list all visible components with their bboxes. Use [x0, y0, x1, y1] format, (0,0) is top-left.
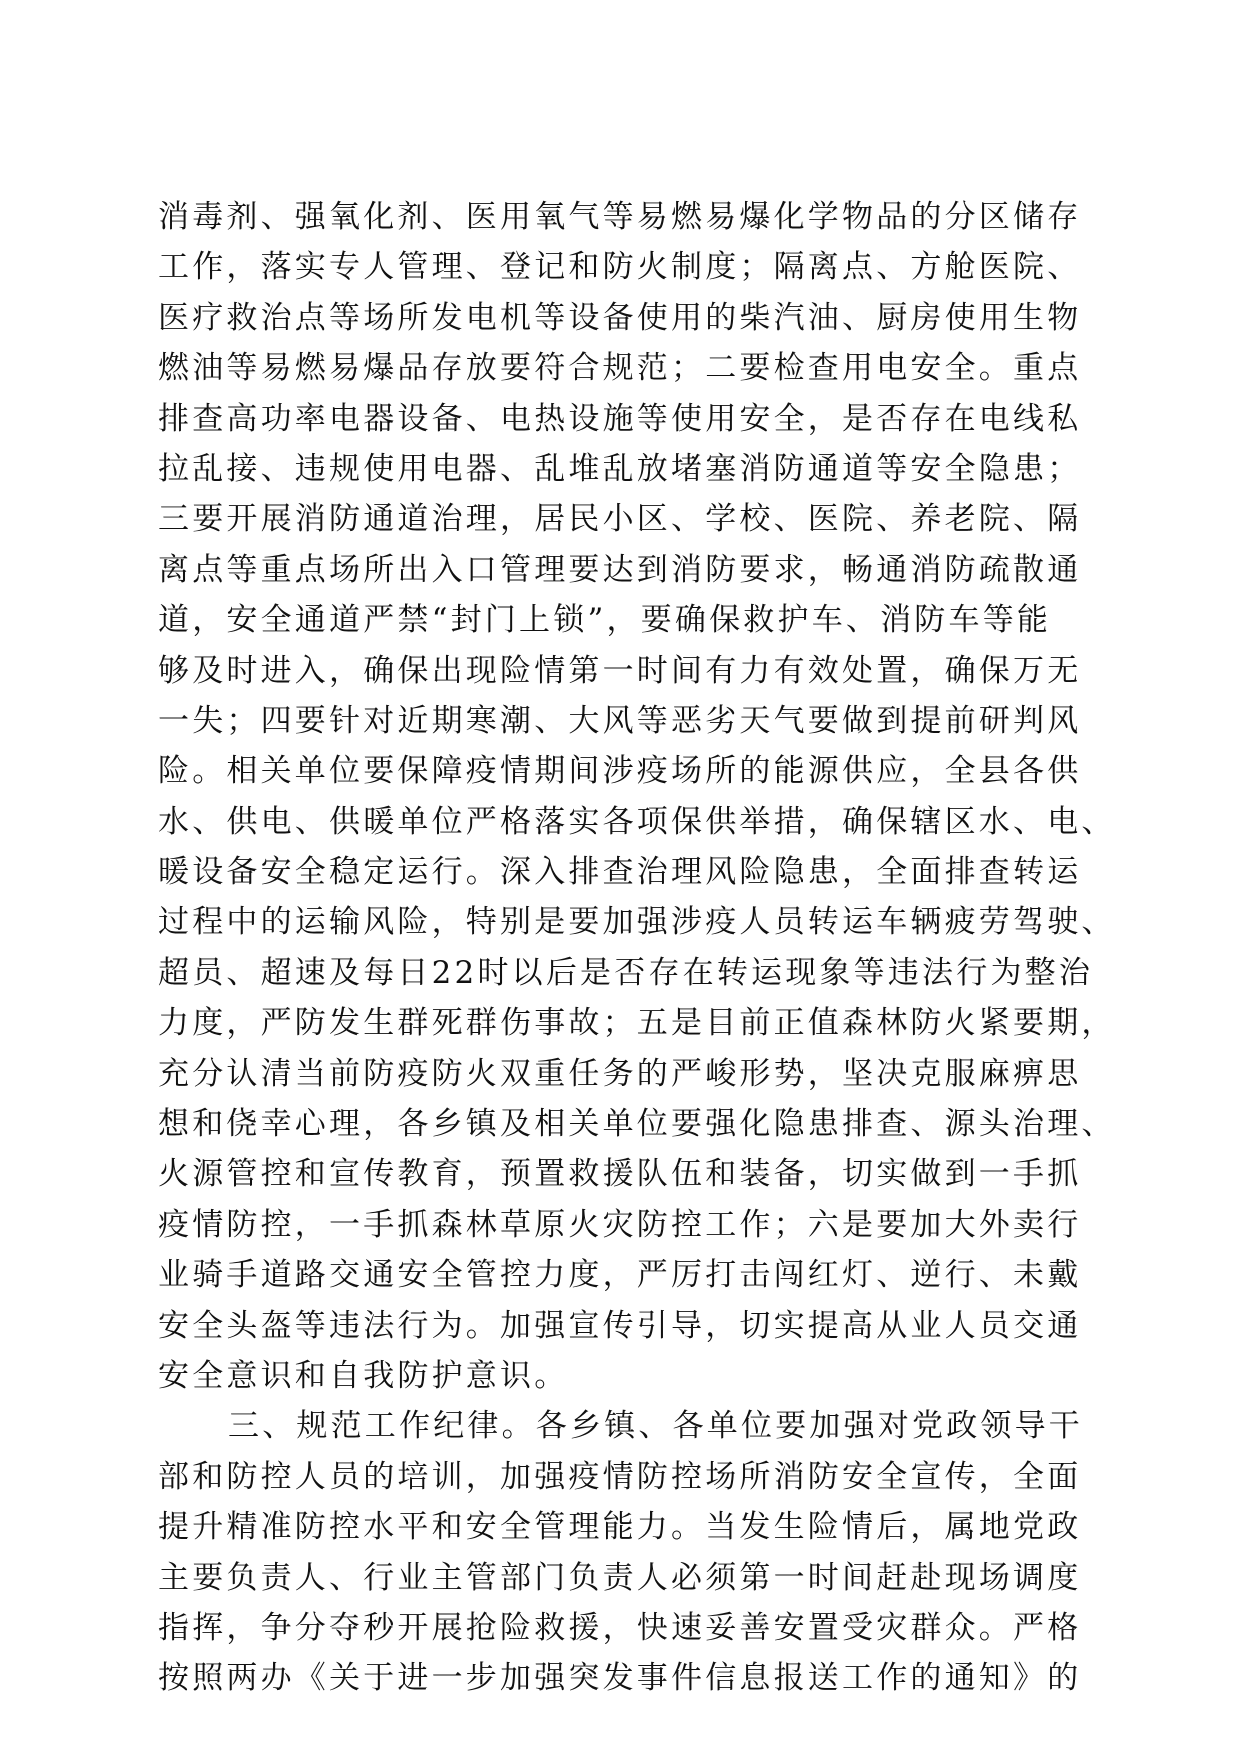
text-line: 工作，落实专人管理、登记和防火制度；隔离点、方舱医院、 — [158, 249, 1082, 286]
text-line: 超员、超速及每日22时以后是否存在转运现象等违法行为整治 — [158, 954, 1094, 991]
text-line: 三要开展消防通道治理，居民小区、学校、医院、养老院、隔 — [158, 501, 1082, 538]
text-line: 水、供电、供暖单位严格落实各项保供举措，确保辖区水、电、 — [158, 803, 1116, 840]
text-line: 安全头盔等违法行为。加强宣传引导，切实提高从业人员交通 — [158, 1307, 1082, 1344]
text-line: 业骑手道路交通安全管控力度，严厉打击闯红灯、逆行、未戴 — [158, 1257, 1082, 1294]
text-line: 排查高功率电器设备、电热设施等使用安全，是否存在电线私 — [158, 400, 1082, 437]
text-line: 按照两办《关于进一步加强突发事件信息报送工作的通知》的 — [158, 1660, 1082, 1697]
text-line: 一失；四要针对近期寒潮、大风等恶劣天气要做到提前研判风 — [158, 702, 1082, 739]
text-line: 拉乱接、违规使用电器、乱堆乱放堵塞消防通道等安全隐患； — [158, 450, 1082, 487]
text-line: 指挥，争分夺秒开展抢险救援，快速妥善安置受灾群众。严格 — [158, 1609, 1082, 1646]
text-line: 充分认清当前防疫防火双重任务的严峻形势，坚决克服麻痹思 — [158, 1055, 1082, 1092]
text-line: 消毒剂、强氧化剂、医用氧气等易燃易爆化学物品的分区储存 — [158, 199, 1082, 235]
text-line: 安全意识和自我防护意识。 — [158, 1357, 569, 1394]
text-line: 部和防控人员的培训，加强疫情防控场所消防安全宣传，全面 — [158, 1458, 1082, 1495]
text-line: 险。相关单位要保障疫情期间涉疫场所的能源供应，全县各供 — [158, 753, 1082, 790]
text-line: 疫情防控，一手抓森林草原火灾防控工作；六是要加大外卖行 — [158, 1206, 1082, 1243]
text-line: 道，安全通道严禁“封门上锁”，要确保救护车、消防车等能 — [158, 602, 1052, 639]
text-line: 力度，严防发生群死群伤事故；五是目前正值森林防火紧要期， — [158, 1005, 1116, 1042]
document-body — [158, 196, 1116, 1708]
section-heading-line: 三、规范工作纪律。各乡镇、各单位要加强对党政领导干 — [228, 1408, 1083, 1445]
text-line: 医疗救治点等场所发电机等设备使用的柴汽油、厨房使用生物 — [158, 299, 1082, 336]
text-line: 够及时进入，确保出现险情第一时间有力有效处置，确保万无 — [158, 652, 1082, 689]
text-line: 主要负责人、行业主管部门负责人必须第一时间赶赴现场调度 — [158, 1559, 1082, 1596]
text-line: 离点等重点场所出入口管理要达到消防要求，畅通消防疏散通 — [158, 551, 1082, 588]
text-line: 暖设备安全稳定运行。深入排查治理风险隐患，全面排查转运 — [158, 854, 1082, 891]
text-line: 火源管控和宣传教育，预置救援队伍和装备，切实做到一手抓 — [158, 1156, 1082, 1193]
text-line: 想和侥幸心理，各乡镇及相关单位要强化隐患排查、源头治理、 — [158, 1106, 1116, 1143]
text-line: 燃油等易燃易爆品存放要符合规范；二要检查用电安全。重点 — [158, 350, 1082, 387]
text-line: 过程中的运输风险，特别是要加强涉疫人员转运车辆疲劳驾驶、 — [158, 904, 1116, 941]
text-line: 提升精准防控水平和安全管理能力。当发生险情后，属地党政 — [158, 1509, 1082, 1546]
